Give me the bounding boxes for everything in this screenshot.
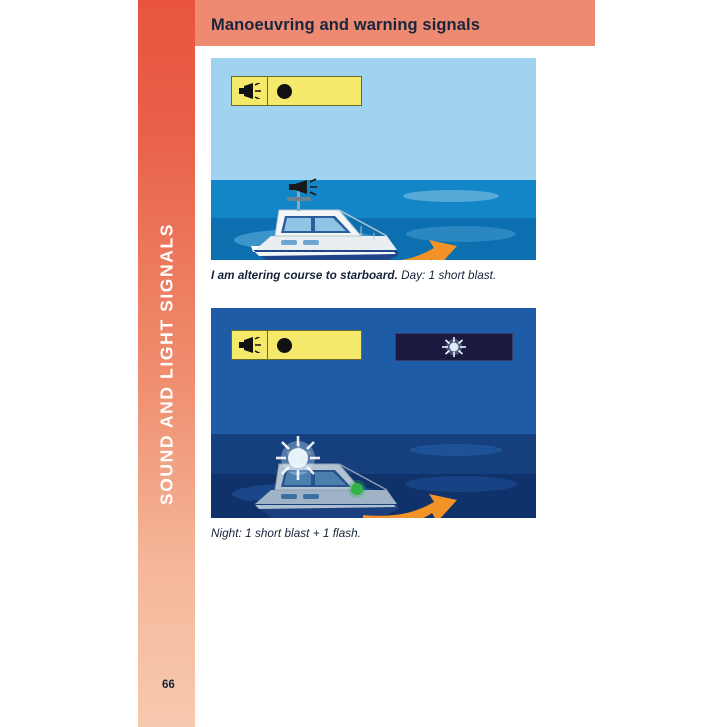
content-column xyxy=(211,58,541,540)
night-figure-caption xyxy=(211,527,541,540)
light-flash-icon-scene xyxy=(276,436,320,480)
page-title: Manoeuvring and warning signals xyxy=(211,16,480,34)
section-tab xyxy=(138,0,195,727)
night-signal-box xyxy=(231,330,362,360)
horn-icon-cell xyxy=(232,77,268,105)
right-margin xyxy=(595,0,727,727)
night-flash-box xyxy=(395,333,513,361)
own-vessel-day xyxy=(251,190,399,260)
left-margin xyxy=(0,0,138,727)
day-signal-box xyxy=(231,76,362,106)
own-vessel-night xyxy=(251,444,399,518)
short-blast-symbol-cell xyxy=(268,77,361,105)
light-flash-icon xyxy=(439,335,469,359)
night-scene xyxy=(211,308,536,518)
page-number: 66 xyxy=(162,679,175,691)
horn-emitting-icon xyxy=(289,179,317,195)
section-tab-label: SOUND AND LIGHT SIGNALS xyxy=(156,222,176,505)
horn-icon xyxy=(237,337,263,353)
short-blast-dot xyxy=(277,338,292,353)
day-scene xyxy=(211,58,536,260)
horn-icon-cell-night xyxy=(232,331,268,359)
day-caption-rest: Day: 1 short blast. xyxy=(397,269,497,282)
day-caption-bold: I am altering course to starboard. xyxy=(211,269,398,282)
day-figure-caption xyxy=(211,269,541,282)
short-blast-symbol-cell-night xyxy=(268,331,361,359)
day-figure xyxy=(211,58,541,282)
short-blast-dot xyxy=(277,84,292,99)
night-figure xyxy=(211,308,541,540)
horn-icon xyxy=(237,83,263,99)
night-caption-rest: Night: 1 short blast + 1 flash. xyxy=(211,527,361,540)
